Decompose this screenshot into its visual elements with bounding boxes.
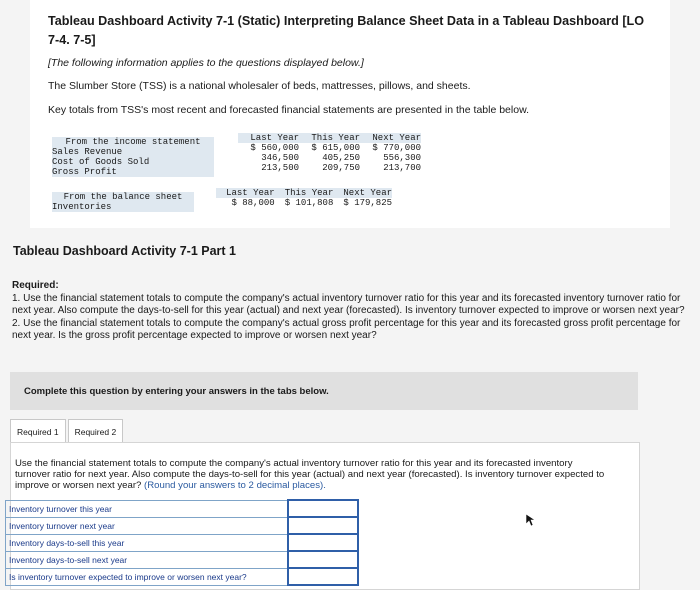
table-cell: $ 615,000 [311, 143, 360, 153]
balance-sheet-heading: From the balance sheet [63, 192, 183, 202]
income-statement-labels [52, 137, 214, 177]
table-cell: $ 88,000 [231, 198, 275, 208]
table-cell: 405,250 [322, 153, 360, 163]
activity-title: Tableau Dashboard Activity 7-1 (Static) Interpreting Balance Sheet Data in a Tableau Dashboard [LO 7-4. 7-5] [48, 14, 645, 47]
table-cell: 209,750 [322, 163, 360, 173]
answer-table [5, 499, 359, 586]
balance-sheet-labels [52, 192, 194, 212]
answer-label: Inventory turnover next year [6, 517, 289, 534]
answer-input-cell [288, 534, 358, 551]
answer-label: Inventory days-to-sell next year [6, 551, 289, 568]
table-row [238, 143, 421, 153]
column-headers [238, 133, 421, 143]
tab-required-2[interactable]: Required 2 [68, 419, 124, 443]
improve-or-worsen-input[interactable] [289, 570, 353, 583]
answer-input-cell [288, 568, 358, 585]
table-row [6, 551, 359, 568]
days-to-sell-next-year-input[interactable] [289, 553, 353, 566]
key-totals-text: Key totals from TSS's most recent and forecasted financial statements are presented in the table below. [48, 104, 529, 116]
required-section [12, 280, 687, 343]
income-statement-values [238, 133, 421, 173]
table-cell: $ 179,825 [343, 198, 393, 208]
column-header: Last Year [250, 133, 299, 143]
info-note: [The following information applies to the questions displayed below.] [48, 57, 364, 69]
table-cell: $ 560,000 [250, 143, 299, 153]
column-header: This Year [311, 133, 360, 143]
row-label: Gross Profit [52, 167, 117, 177]
table-row [6, 500, 359, 517]
table-row [238, 163, 421, 173]
part-title: Tableau Dashboard Activity 7-1 Part 1 [13, 244, 236, 258]
table-row [6, 534, 359, 551]
rounding-hint: (Round your answers to 2 decimal places). [144, 480, 326, 491]
table-row [6, 568, 359, 585]
tab-required-1[interactable]: Required 1 [10, 419, 66, 443]
row-label: Sales Revenue [52, 147, 123, 157]
table-cell: 556,300 [383, 153, 421, 163]
answer-input-cell [288, 551, 358, 568]
table-row [238, 153, 421, 163]
answer-input-cell [288, 517, 358, 534]
row-label: Inventories [52, 202, 112, 212]
table-cell: $ 770,000 [372, 143, 421, 153]
requirement-2: 2. Use the financial statement totals to compute the company's actual gross profit percentage for this year and its forecasted gross profit percentage for next year. Is the gross profit percentage expected to improve or worsen next year? [12, 317, 681, 341]
answer-input-cell [288, 500, 358, 517]
column-header: Next Year [372, 133, 421, 143]
table-cell: 213,700 [383, 163, 421, 173]
question-instruction [15, 458, 605, 491]
column-headers [216, 188, 392, 198]
column-header: This Year [284, 188, 334, 198]
row-label: Cost of Goods Sold [52, 157, 150, 167]
instructions-bar-text: Complete this question by entering your answers in the tabs below. [24, 385, 329, 397]
answer-label: Inventory turnover this year [6, 500, 289, 517]
column-header: Last Year [226, 188, 275, 198]
column-header: Next Year [343, 188, 393, 198]
balance-sheet-values [216, 188, 392, 208]
answer-label: Inventory days-to-sell this year [6, 534, 289, 551]
table-cell: 346,500 [261, 153, 299, 163]
tab-strip [10, 419, 125, 443]
table-row [6, 517, 359, 534]
answer-label: Is inventory turnover expected to improve or worsen next year? [6, 568, 289, 585]
required-label: Required: [12, 280, 59, 291]
requirement-1: 1. Use the financial statement totals to compute the company's actual inventory turnover ratio for this year and its forecasted inventory turnover ratio for next year. Also compute the days-to-sell for this year (actual) and next year (forecasted). Is inventory turnover expected to improve or worsen next year? [12, 292, 685, 316]
inventory-turnover-next-year-input[interactable] [289, 519, 353, 532]
inventory-turnover-this-year-input[interactable] [289, 502, 353, 515]
instruction-text: Use the financial statement totals to compute the company's actual inventory turnover ratio for this year and its forecasted inventory turnover ratio for next year. Also compute the days-to-sell for this year (actual) and next year (forecasted). Is inventory turnover expected to improve or worsen next year? [15, 458, 605, 491]
intro-text: The Slumber Store (TSS) is a national wholesaler of beds, mattresses, pillows, and sheets. [48, 80, 471, 92]
table-row [216, 198, 392, 208]
instructions-bar [10, 372, 638, 410]
table-cell: $ 101,808 [284, 198, 334, 208]
mouse-cursor-icon [526, 514, 536, 526]
income-statement-heading: From the income statement [65, 137, 201, 147]
days-to-sell-this-year-input[interactable] [289, 536, 353, 549]
table-cell: 213,500 [261, 163, 299, 173]
